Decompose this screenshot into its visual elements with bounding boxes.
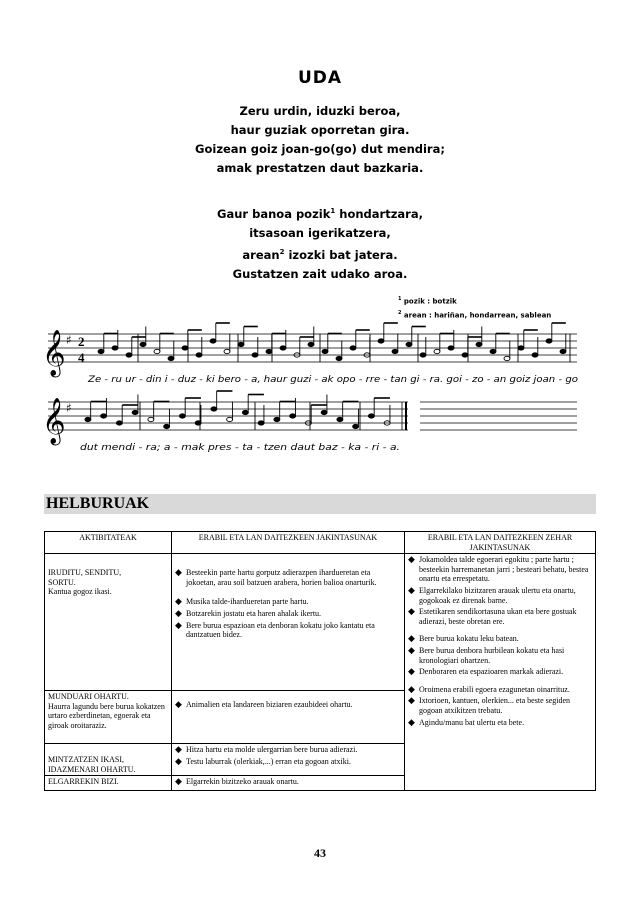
bullet-icon: ◆	[408, 644, 415, 655]
bullet-icon: ◆	[408, 606, 415, 617]
note-head	[238, 342, 244, 346]
note-head	[140, 342, 146, 346]
note-head	[308, 342, 314, 346]
footnote-mark: 1	[330, 207, 336, 215]
note-head	[164, 424, 170, 428]
note-head	[210, 339, 216, 343]
note-head	[148, 417, 154, 421]
footnote	[398, 307, 551, 321]
note-head	[196, 353, 202, 357]
note-head	[337, 417, 343, 421]
list-item: ◆ Estetikaren sendikortasuna ukan eta bere gostuak adierazi, beste obretan ere.	[408, 606, 577, 626]
poem-line: haur guziak oporretan gira.	[230, 123, 410, 137]
bullet-icon: ◆	[175, 619, 182, 630]
staff-2	[48, 402, 577, 430]
note-head	[101, 414, 107, 418]
footnote-text: arean : hariñan, hondarrean, sablean	[401, 311, 552, 320]
note-head	[353, 424, 359, 428]
bullet-icon: ◆	[175, 699, 182, 710]
table-row	[45, 554, 596, 691]
cross-knowledge-cell	[405, 554, 596, 791]
note-head	[266, 349, 272, 353]
activity-cell	[45, 776, 172, 791]
poem-line	[150, 243, 490, 265]
list-item: ◆ Testu laburrak (olerkiak,...) erran eta gogoan atxiki.	[175, 755, 351, 766]
note-head	[321, 410, 327, 414]
column-header: ERABIL ETA LAN DAITEZKEEN JAKINTASUNAK	[172, 532, 405, 554]
poem-text: Gaur banoa pozik	[217, 206, 331, 221]
list-item: ◆ Denboraren eta espazioaren markak adierazi.	[408, 666, 564, 677]
bullet-icon: ◆	[175, 607, 182, 618]
activity-title: MINTZATZEN IKASI,	[48, 755, 124, 765]
list-item: ◆ Besteekin parte hartu gorputz adierazpen ihardueretan eta jokoetan, arau soil batzuen arabera, horien balioa onarturik.	[175, 567, 377, 587]
notes-staff-2	[85, 391, 390, 430]
list-item: ◆ Ixtorioen, kantuen, olerkien... eta beste segiden gogoan atxikitzen trebatu.	[408, 695, 571, 715]
footnote-number: 2	[398, 310, 402, 317]
note-head	[476, 342, 482, 346]
staff-1	[48, 334, 577, 362]
note-head	[252, 353, 258, 357]
knowledge-cell	[172, 691, 405, 744]
note-head	[546, 339, 552, 343]
list-item: ◆ Elgarrekilako bizitzaren arauak ulertu eta onartu, gogokoak ez direnak barne.	[408, 584, 576, 605]
note-head	[392, 349, 398, 353]
bullet-icon: ◆	[175, 744, 182, 755]
bullet-icon: ◆	[408, 695, 415, 706]
footnotes	[398, 293, 551, 322]
list-item: ◆ Musika talde-ihardueretan parte hartu.	[175, 596, 309, 607]
activity-cell	[45, 691, 172, 744]
note-head	[448, 346, 454, 350]
note-head	[336, 356, 342, 360]
note-head	[518, 346, 524, 350]
list-item: ◆ Agindu/manu bat ulertu eta bete.	[408, 716, 525, 727]
note-head	[116, 421, 122, 425]
poem-text: arean	[242, 247, 280, 262]
poem-text: izozki bat jatera.	[284, 247, 398, 262]
note-head	[378, 339, 384, 343]
time-signature-bottom: 4	[78, 350, 85, 365]
activity-title: MUNDUARI OHARTU.	[48, 692, 129, 702]
note-head	[406, 342, 412, 346]
bullet-icon: ◆	[175, 567, 182, 578]
activity-title: ELGARREKIN BIZI.	[48, 777, 119, 787]
activity-title: IRUDITU, SENDITU,	[48, 568, 122, 578]
activity-cell	[45, 554, 172, 691]
note-head	[322, 349, 328, 353]
bullet-icon: ◆	[175, 755, 182, 766]
treble-clef-icon: 𝄞	[42, 398, 66, 444]
bullet-icon: ◆	[408, 666, 415, 677]
note-head	[280, 346, 286, 350]
note-head	[85, 417, 91, 421]
note-head	[168, 356, 174, 360]
table-header-row	[45, 532, 596, 554]
note-head	[224, 349, 230, 353]
note-head	[112, 346, 118, 350]
note-head	[420, 353, 426, 357]
knowledge-cell	[172, 554, 405, 691]
notes-staff-1	[98, 323, 570, 362]
list-item: ◆ Bere burua espazioan eta denboran kokatu joko kantatu eta dantzatuen bidez.	[175, 619, 375, 640]
section-heading: HELBURUAK	[44, 494, 596, 514]
poem-line: amak prestatzen daut bazkaria.	[216, 161, 424, 175]
note-head	[154, 349, 160, 353]
note-head	[211, 407, 217, 411]
bullet-icon: ◆	[408, 716, 415, 727]
activity-text: Haurra lagundu bere burua kokatzen urtaro ezberdinetan, egoerak eta giroak oroitaraziz.	[48, 701, 165, 730]
list-item: ◆ Jokamoldea talde egoerari egokitu ; parte hartu ; besteekin harremanetan jarri ; besteari behatu, bestea onartu eta errespetatu.	[408, 554, 589, 584]
note-head	[504, 356, 510, 360]
knowledge-cell	[172, 744, 405, 776]
bullet-icon: ◆	[408, 633, 415, 644]
note-head	[368, 414, 374, 418]
note-head	[258, 421, 264, 425]
poem-stanza-1	[150, 102, 490, 178]
footnote-mark: 2	[279, 247, 285, 256]
note-head	[274, 417, 280, 421]
note-head	[126, 353, 132, 357]
note-head	[227, 417, 233, 421]
lyrics-line-2: dut mendi - ra; a - mak pres - ta - tzen daut baz - ka - ri - a.	[80, 443, 400, 453]
poem-line: itsasoan igerikatzera,	[249, 225, 391, 240]
poem-text: hondartzara,	[335, 206, 423, 221]
page-title: UDA	[297, 68, 343, 88]
note-head	[132, 410, 138, 414]
note-head	[462, 353, 468, 357]
activity-title: SORTU.	[48, 577, 76, 587]
note-head	[350, 346, 356, 350]
activity-text: Kantua gogoz ikasi.	[48, 587, 112, 597]
column-header: AKTIBITATEAK	[45, 532, 172, 554]
list-item: ◆ Animalien eta landareen biziaren ezaubideei ohartu.	[175, 699, 353, 710]
lyrics-line-1: Ze - ru ur - din i - duz - ki bero - a, haur guzi - ak opo - rre - tan gi - ra. goi - zo - an goiz joan - go	[86, 375, 578, 385]
bullet-icon: ◆	[408, 584, 415, 595]
page-number: 43	[314, 846, 326, 860]
note-head	[179, 414, 185, 418]
music-score	[40, 322, 585, 458]
list-item: ◆ Botzarekin jostatu eta haren ahalak ikertu.	[175, 607, 322, 618]
bullet-icon: ◆	[175, 596, 182, 607]
footnote-text: pozik : botzik	[401, 297, 457, 306]
treble-clef-icon: 𝄞	[42, 330, 66, 376]
activity-cell	[45, 744, 172, 776]
poem-line: Goizean goiz joan-go(go) dut mendira;	[195, 142, 445, 156]
note-head	[532, 353, 538, 357]
footnote	[398, 293, 551, 307]
note-head	[434, 349, 440, 353]
list-item: ◆ Bere burua kokatu leku batean.	[408, 633, 519, 644]
poem-line	[150, 202, 490, 224]
note-head	[242, 410, 248, 414]
column-header: ERABIL ETA LAN DAITEZKEEN ZEHAR JAKINTASUNAK	[405, 532, 596, 554]
bullet-icon: ◆	[408, 683, 415, 694]
poem-line: Gustatzen zait udako aroa.	[232, 266, 408, 281]
note-head	[560, 349, 566, 353]
objectives-table	[44, 531, 596, 791]
poem-stanza-2	[150, 202, 490, 284]
note-head	[490, 349, 496, 353]
list-item: ◆ Elgarrekin bizitzeko arauak onartu.	[175, 776, 299, 787]
sharp-icon: ♯	[66, 401, 72, 415]
list-item: ◆ Hitza hartu eta molde ulergarrian bere burua adierazi.	[175, 744, 358, 755]
knowledge-cell	[172, 776, 405, 791]
sharp-icon: ♯	[66, 333, 72, 347]
time-signature-top: 2	[78, 334, 85, 349]
note-head	[182, 346, 188, 350]
poem-line: Zeru urdin, iduzki beroa,	[239, 104, 401, 118]
activity-title: IDAZMENARI OHARTU.	[48, 764, 136, 774]
note-head	[290, 414, 296, 418]
list-item: ◆ Bere burua denbora hurbilean kokatu eta hasi kronologiari ohartzen.	[408, 644, 565, 665]
note-head	[98, 349, 104, 353]
footnote-number: 1	[398, 296, 402, 302]
bullet-icon: ◆	[175, 776, 182, 787]
bullet-icon: ◆	[408, 554, 415, 565]
list-item: ◆ Oroimena erabili egoera ezagunetan oinarrituz.	[408, 683, 570, 694]
